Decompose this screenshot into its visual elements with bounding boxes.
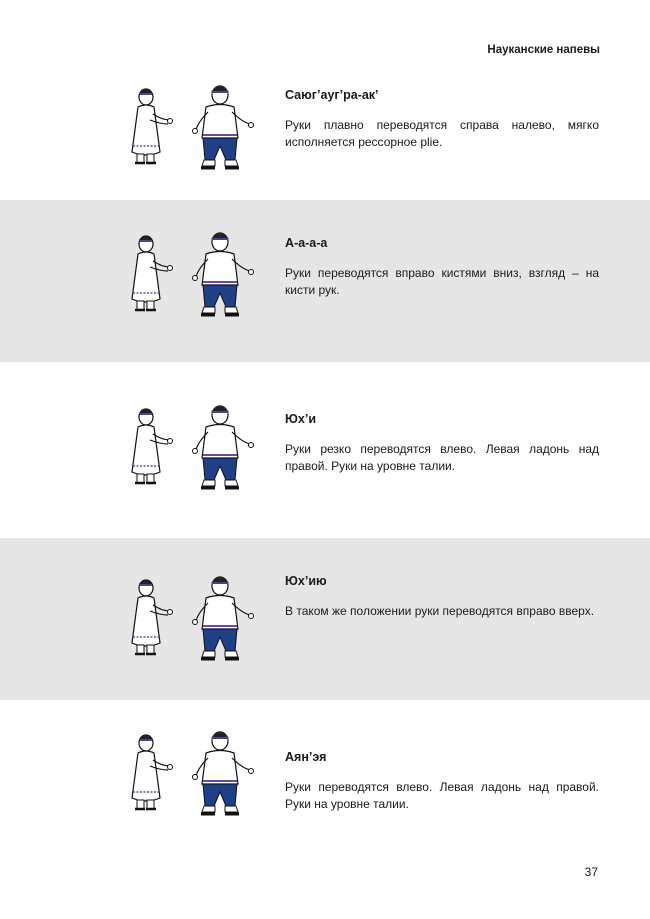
movement-description: Руки плавно переводятся справа налево, мягко исполняется рессорное plie. (285, 118, 599, 149)
dancers-illustration (122, 568, 272, 686)
entry-band-5 (0, 700, 650, 860)
entry-band-3 (0, 362, 650, 538)
movement-entry (285, 574, 599, 620)
movement-title: Саюг’ауг’ра-ак’ (285, 88, 379, 102)
dancers-illustration (122, 80, 272, 192)
movement-entry (285, 412, 599, 475)
movement-title: А-а-а-а (285, 236, 328, 250)
movement-description: Руки резко переводятся влево. Левая ладонь над правой. Руки на уровне талии. (285, 442, 599, 473)
page-number: 37 (584, 865, 598, 879)
movement-description: В таком же положении руки переводятся вправо вверх. (285, 604, 595, 618)
dancers-illustration (122, 726, 272, 838)
movement-entry (285, 236, 599, 299)
dancers-illustration (122, 224, 272, 342)
movement-title: Юх’ию (285, 574, 327, 588)
movement-entry (285, 88, 599, 151)
entry-band-4 (0, 538, 650, 700)
entry-band-1 (0, 40, 650, 200)
movement-description: Руки переводятся влево. Левая ладонь над правой. Руки на уровне талии. (285, 780, 599, 811)
movement-title: Аян’эя (285, 750, 327, 764)
movement-entry (285, 750, 599, 813)
movement-title: Юх’и (285, 412, 316, 426)
entry-band-2 (0, 200, 650, 362)
movement-description: Руки переводятся вправо кистями вниз, взгляд – на кисти рук. (285, 266, 599, 297)
section-title: Науканские напевы (487, 44, 600, 56)
dancers-illustration (122, 398, 272, 514)
